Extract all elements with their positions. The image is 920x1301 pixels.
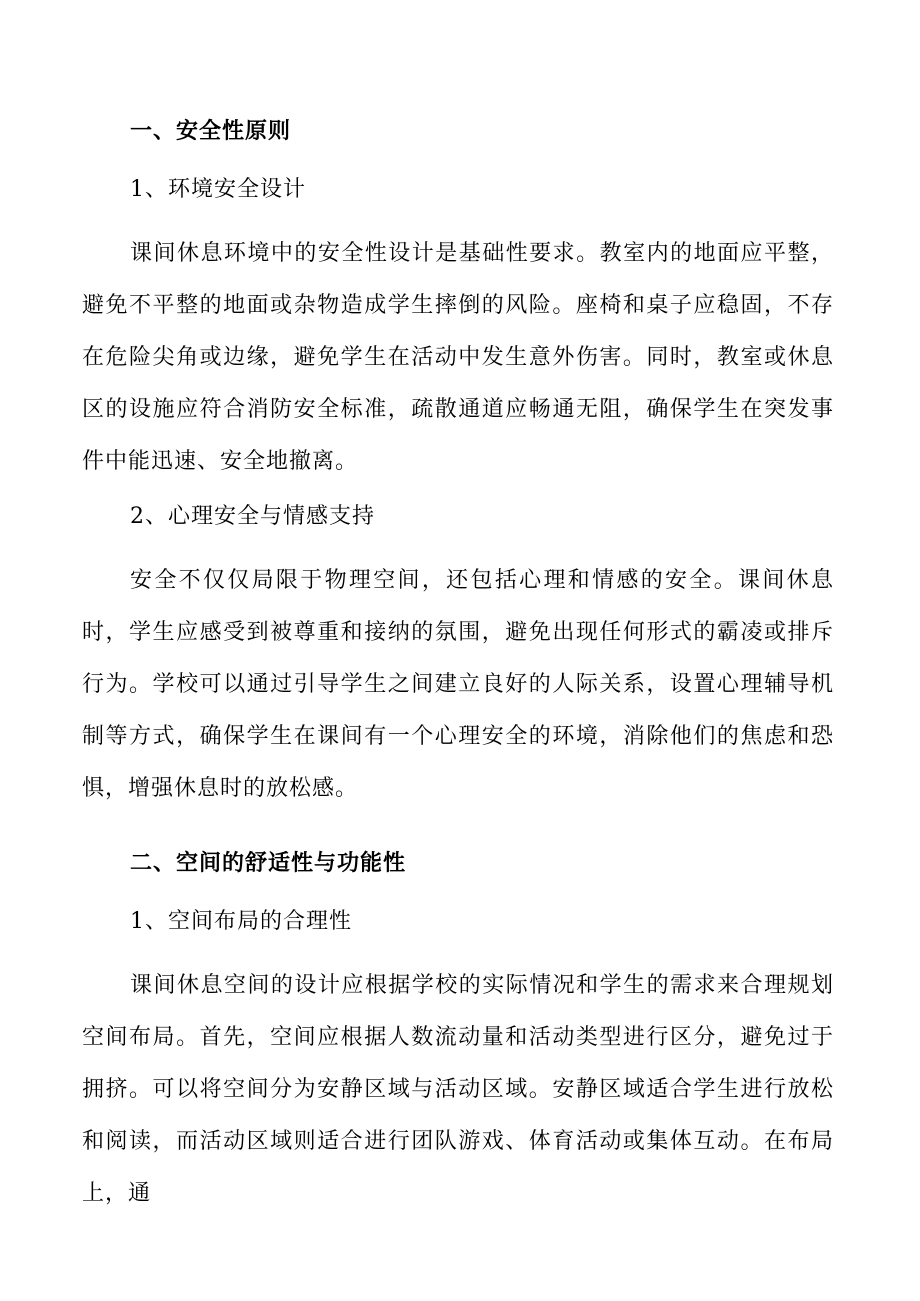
subsection-2-1-heading: 1、空间布局的合理性 [130,909,352,934]
subsection-1-2-paragraph: 安全不仅仅局限于物理空间，还包括心理和情感的安全。课间休息时，学生应感受到被尊重和接纳的氛围，避免出现任何形式的霸凌或排斥行为。学校可以通过引导学生之间建立良好的人际关系，设置心理辅导机制等方式，确保学生在课间有一个心理安全的环境，消除他们的焦虑和恐惧，增强休息时的放松感。 [82,568,834,801]
section-2-heading: 二、空间的舒适性与功能性 [130,851,407,876]
subsection-2-1-paragraph: 课间休息空间的设计应根据学校的实际情况和学生的需求来合理规划空间布局。首先，空间应根据人数流动量和活动类型进行区分，避免过于拥挤。可以将空间分为安静区域与活动区域。安静区域适合学生进行放松和阅读，而活动区域则适合进行团队游戏、体育活动或集体互动。在布局上，通 [82,973,834,1206]
subsection-1-2-heading: 2、心理安全与情感支持 [130,504,375,529]
section-spacer [82,824,834,844]
subsection-1-1-paragraph: 课间休息环境中的安全性设计是基础性要求。教室内的地面应平整，避免不平整的地面或杂物造成学生摔倒的风险。座椅和桌子应稳固，不存在危险尖角或边缘，避免学生在活动中发生意外伤害。同时，教室或休息区的设施应符合消防安全标准，疏散通道应畅通无阻，确保学生在突发事件中能迅速、安全地撤离。 [82,241,834,474]
section-1-heading: 一、安全性原则 [130,119,292,144]
subsection-1-1-heading: 1、环境安全设计 [130,177,306,202]
